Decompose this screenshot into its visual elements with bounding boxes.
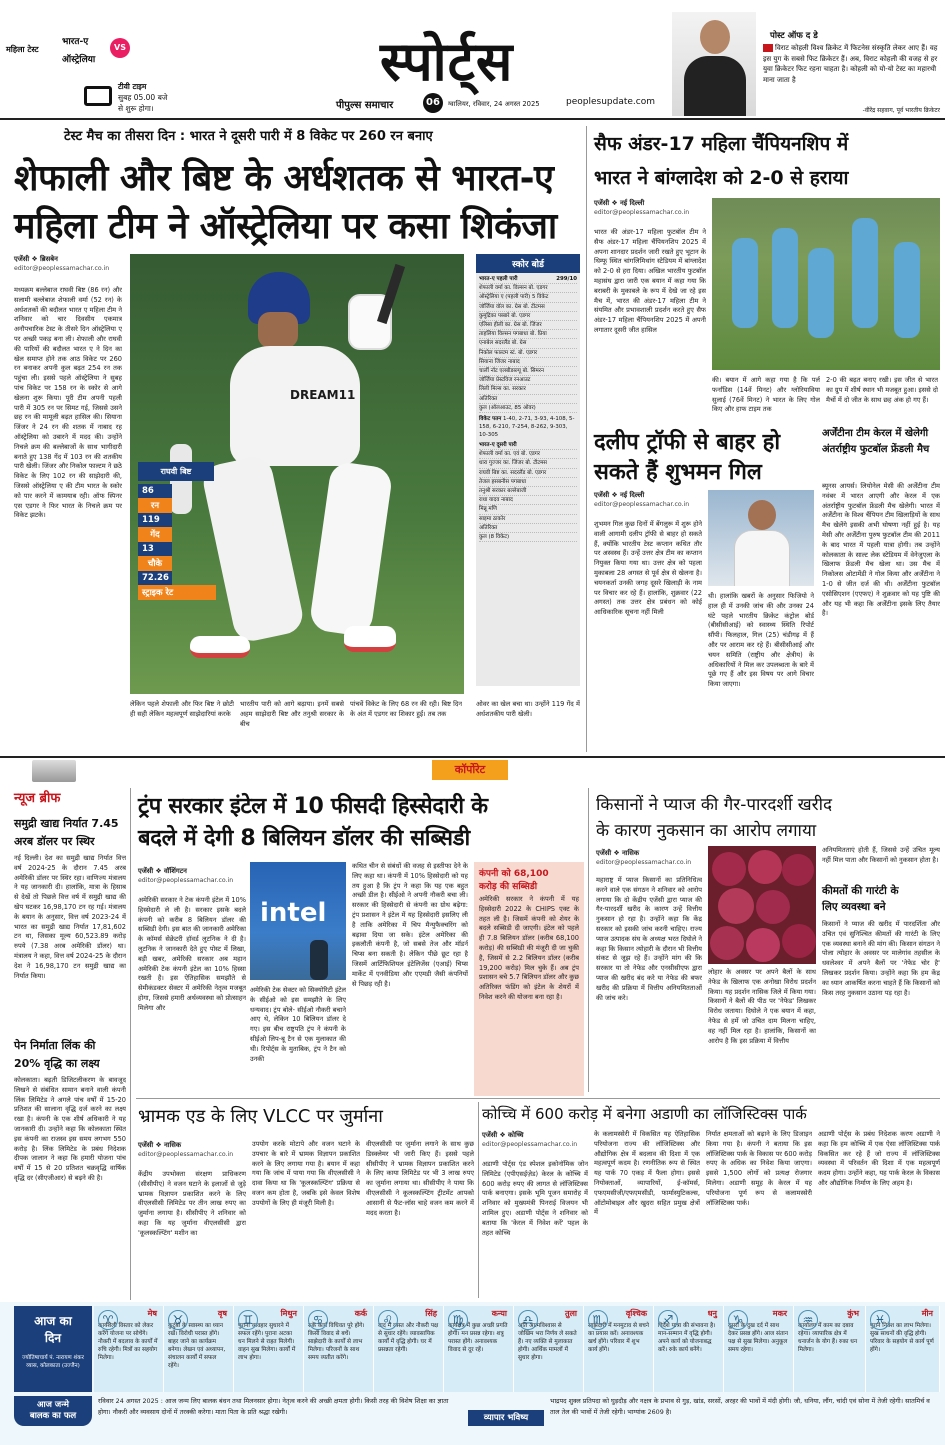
adani-col-4: अडाणी पोर्ट्स के प्रबंध निदेशक करण अडाणी ने कहा कि हम कोच्चि में एक ऐसा लॉजिस्टिक्स पार्क विकसित कर रहे हैं जो राज्य में लॉजिस्टिक्स व्यवस्था में परिवर्तन की दिशा में एक महत्वपूर्ण कदम होगा। उन्होंने कहा, यह पार्क केरल के विकास और औद्योगिक निर्माण के लिए अहम है। bbox=[818, 1130, 940, 1187]
duleep-headline-2: सकते हैं शुभमन गिल bbox=[594, 460, 762, 485]
zodiac-scorpio bbox=[584, 1306, 654, 1392]
tv-icon bbox=[84, 86, 112, 106]
saff-body-cont1: की। बयान में आगे कहा गया है कि पर्ल फर्नांडिस (14वें मिनट) और ग्लोरियाविया सुलाई (76वें मिनट) ने भारत के लिए गोल किए और हाफ टाइम तक bbox=[712, 376, 820, 414]
onion-7 bbox=[746, 928, 780, 962]
gemini-text: पुराना व्यवहार सुधारने में सफल रहेंगे। पुराना अटका धन मिलने से राहत मिलेगी। वाहन सुख मिलेगा। कार्यों में लाभ होगा। bbox=[238, 1323, 296, 1361]
scorpio-label: वृश्चिक bbox=[625, 1308, 647, 1318]
jersey-text: DREAM11 bbox=[290, 388, 356, 402]
onion-8 bbox=[782, 924, 816, 958]
masthead bbox=[0, 0, 945, 120]
zodiac-sagittarius bbox=[654, 1306, 724, 1392]
adani-byline bbox=[482, 1130, 577, 1150]
born-today-text: रविवार 24 अगस्त 2025 : आज जन्म लिए बालक बंधन तथा मिलनसार होगा। नेतृत्व करने की अच्छी क्षमता होगी। किसी तरह की विशेष शिक्षा का ज्ञाता होगा। नौकरी और व्यवसाय दोनों में तरक्की करेगा। माता पिता के प्रति श्रद्धा रखेगी। bbox=[98, 1397, 449, 1416]
saff-body: भारत की अंडर-17 महिला फुटबॉल टीम ने सैफ अंडर-17 महिला चैंपियनशिप 2025 में अपना शानदार प्रदर्शन जारी रखते हुए भूटान के थिम्फू स्थित चांगलिमिथांग स्टेडियम में बांग्लादेश को 2-0 से हरा दिया। अखिल भारतीय फुटबॉल महासंघ द्वारा जारी एक बयान में कहा गया कि बराबरी के मुकाबले के रूप में देखे जा रहे इस मैच में, भारत की अंडर-17 महिला टीम ने संयमित और प्रभावशाली प्रदर्शन करते हुए सैफ अंडर-17 महिला चैंपियनशिप 2025 में अपनी लगातार दूसरी जीत हासिल bbox=[594, 228, 706, 334]
tv-time-value: सुबह 05.00 बजे bbox=[118, 93, 168, 102]
lead-headline-2: महिला टीम ने ऑस्ट्रेलिया पर कसा शिकंजा bbox=[14, 206, 557, 247]
adani-agency: एजेंसी ❖ कोच्चि bbox=[482, 1131, 524, 1139]
onion-3 bbox=[782, 854, 814, 886]
stats-fours-label: चौके bbox=[138, 556, 172, 571]
lead-col-1: मध्यक्रम बल्लेबाज राघवी बिष्ट (86 रन) और सलामी बल्लेबाज शेफाली वर्मा (52 रन) के अर्धशतकों की बदौलत भारत ए महिला टीम ने शनिवार को चार दिवसीय एकमात्र अनौपचारिक टेस्ट के तीसरे दिन ऑस्ट्रेलिया ए पर अच्छी पकड़ बना ली। शेफाली और राघवी की पारियों की बदौलत भारत ए ने दिन का खेल समाप्त होने तक आठ विकेट पर 260 रन बनाकर अपनी कुल बढ़त 254 रन तक पहुंचा ली। इससे पहले ऑस्ट्रेलिया ने सुबह पांच विकेट पर 158 रन के स्कोर से आगे खेलना शुरू किया। पूरी टीम अपनी पहली पारी में 305 रन पर सिमट गई, जिससे उसने छह रन की मामूली बढ़त हासिल की। सियाना जिंजर ने 24 रन की शतक में नाबाद रह ऑस्ट्रेलिया को उबारने में मदद की। उन्होंने निचले क्रम की बल्लेबाजों के साथ भागीदारी बनाते हुए 138 गेंद में 103 रन की शतकीय पारी खेली। जिंजर और निकोल फाल्टम ने छठे विकेट के लिए 102 रन की साझेदारी की, जिससे ऑस्ट्रेलिया ए की टीम भारत के स्कोर को पार करने में कामयाब रही। ऑफ स्पिनर एस एडगर ने फिर भारत के निचले क्रम पर विकेट झटके। bbox=[14, 286, 122, 520]
lead-col-3: भारतीय पारी को आगे बढ़ाया। इनमें सबसे अहम साझेदारी बिष्ट और तनुश्री सरकार के बीच bbox=[240, 700, 344, 728]
zodiac-pisces bbox=[866, 1306, 940, 1392]
team-a: भारत-ए bbox=[62, 37, 89, 47]
intel-agency: एजेंसी ❖ वॉशिंगटन bbox=[138, 867, 187, 875]
stats-sr-value: 72.26 bbox=[138, 571, 172, 585]
argentina-headline: अर्जेंटीना टीम केरल में खेलेगी अंतर्राष्ट्रीय फुटबॉल फ्रेंडली मैच bbox=[822, 428, 930, 455]
zodiac-leo bbox=[374, 1306, 444, 1392]
dateline: ग्वालियर, रविवार, 24 अगस्त 2025 bbox=[448, 100, 540, 108]
innings2-header bbox=[479, 441, 577, 450]
onion-sub-body: किसानों ने प्याज की खरीद में पारदर्शिता और उचित एवं सुनिश्चित कीमतों की गारंटी के लिए एक व्यवस्था बनाने की मांग की। किसान संगठन ने पोला त्योहार के अवसर पर मालेगांव तहसील के धवलेश्वर में अपने बैलों पर 'नेफेड चोर है' लिखकर प्रदर्शन किया। उन्होंने कहा कि हम केंद्र का ध्यान आकर्षित करना चाहते हैं कि किसानों को किस तरह नुकसान उठाना पड़ रहा है। bbox=[822, 920, 940, 997]
intel-subsidy-box bbox=[474, 862, 584, 1096]
intel-headline-2: बदले में देगी 8 बिलियन डॉलर की सब्सिडी bbox=[138, 826, 470, 851]
sagittarius-icon: ♐ bbox=[658, 1310, 678, 1330]
vlcc-headline: भ्रामक एड के लिए VLCC पर जुर्माना bbox=[138, 1106, 383, 1127]
batter-shoe-right bbox=[344, 626, 396, 652]
onion-5 bbox=[756, 890, 790, 924]
zodiac-capricorn bbox=[724, 1306, 794, 1392]
score-row: चार्ली नॉट एलबीडब्ल्यू बो. सिमरन bbox=[479, 367, 577, 376]
duleep-body-cont: थी। हालांकि खबरों के अनुसार फिजियो ने हाल ही में उनकी जांच की और उनका 24 घंटे पहले भारतीय क्रिकेट कंट्रोल बोर्ड (बीसीसीआई) को स्वास्थ्य स्थिति रिपोर्ट सौंपी। फिलहाल, गिल (25) चंडीगढ़ में हैं और पर आराम कर रहे हैं। बीसीसीआई और चयन समिति (राष्ट्रीय और क्षेत्रीय) के अधिकारियों ने मिल कर उपलब्धता के बारे में पूछे गए हैं और इस विषय पर आगे विचार किया जाएगा। bbox=[708, 592, 814, 689]
zodiac-virgo bbox=[444, 1306, 514, 1392]
onion-photo bbox=[708, 846, 816, 964]
score-row: एनाबेल सदरलैंड बो. ग्रेस bbox=[479, 339, 577, 348]
intel-photo bbox=[250, 862, 346, 980]
tv-time-note: से शुरू होगा। bbox=[118, 104, 154, 113]
score-row: निकोल फाल्टम स्टं. बो. एडगर bbox=[479, 349, 577, 358]
score-row: साइमा ठाकोर bbox=[479, 515, 577, 524]
gill-photo bbox=[708, 490, 814, 586]
batter-pad bbox=[308, 461, 393, 638]
vlcc-col-3: वीएलसीसी पर जुर्माना लगाने के साथ कुछ डिस्क्लेमर भी जारी किए हैं। इससे पहले सीसीपीए ने भ्रामक विज्ञापन प्रकाशित करने के लिए काया लिमिटेड पर भी 3 लाख रुपए का जुर्माना लगाया था। सीसीपीए ने पाया कि वीएलसीसी ने कूलस्कल्प्टिंग ट्रीटमेंट आपको आसानी से फैट-लॉस चाहे वजन कम करने में मदद करता है। bbox=[366, 1140, 474, 1217]
leo-icon: ♌ bbox=[378, 1310, 398, 1330]
onion-byline bbox=[596, 848, 691, 868]
onion-headline-2: के कारण नुकसान का आरोप लगाया bbox=[596, 821, 817, 841]
onion-agency: एजेंसी ❖ नासिक bbox=[596, 849, 640, 857]
libra-label: तुला bbox=[564, 1308, 577, 1318]
onion-2 bbox=[748, 850, 782, 884]
stats-runs-value: 86 bbox=[138, 484, 172, 498]
onion-4 bbox=[718, 888, 754, 924]
aries-icon: ♈ bbox=[98, 1310, 118, 1330]
innings1-header bbox=[479, 275, 577, 284]
horoscope-title-1: आज का bbox=[34, 1314, 72, 1328]
taurus-icon: ♉ bbox=[168, 1310, 188, 1330]
onion-divider bbox=[588, 788, 589, 1092]
saff-body-cont2: 2-0 की बढ़त बनाए रखी। इस जीत से भारत का ग्रुप में शीर्ष स्थान भी मजबूत हुआ। इससे दो मैचों में दो जीत के साथ छह अंक हो गए हैं। bbox=[826, 376, 938, 404]
argentina-body: ब्यूनस आयर्स। लियोनेल मेसी की अर्जेंटीना टीम नवंबर में भारत आएगी और केरल में एक अंतर्राष्ट्रीय फुटबॉल फ्रेंडली मैच खेलेगी। भारत में अर्जेंटीना के विश्व चैंपियन टीम खिलाड़ियों के साथ मैच खेलेंगे इसकी अभी घोषणा नहीं हुई है। यह मेसी और अर्जेंटीना पुरुष फुटबॉल टीम की 2011 के बाद भारत में पहली यात्रा होगी। तब उन्होंने कोलकाता के साल्ट लेक स्टेडियम में वेनेजुएला के खिलाफ फ्रेंडली मैच खेला था। उस मैच में निकोलस ओटामेंडी ने गोल किया और अर्जेंटीना ने 1-0 से जीत दर्ज की थी। अर्जेंटीना फुटबॉल एसोसिएशन (एएफए) ने शुक्रवार को यह पुष्टि की और यह भी कहा कि अर्जेंटीना इसके लिए तैयार है। bbox=[822, 482, 940, 618]
pisces-icon: ♓ bbox=[870, 1310, 890, 1330]
footballer-1 bbox=[732, 238, 758, 328]
aquarius-label: कुंभ bbox=[847, 1308, 859, 1318]
saff-photo bbox=[712, 198, 940, 370]
pisces-text: पुराने निवेश का लाभ मिलेगा। सुख साधनों की वृद्धि होगी। परिवार के सहयोग से कार्य पूर्ण होंगे। bbox=[870, 1323, 934, 1353]
zodiac-aries bbox=[94, 1306, 164, 1392]
intel-logo: intel bbox=[260, 898, 327, 928]
intel-bg-person bbox=[310, 940, 328, 980]
onion-headline-1: किसानों ने प्याज की गैर-पारदर्शी खरीद bbox=[596, 795, 833, 815]
intel-col-1: अमेरिकी सरकार ने टेक कंपनी इंटेल में 10% हिस्सेदारी ले ली है। सरकार इसके बदले कंपनी को करीब 8 बिलियन डॉलर की सब्सिडी देगी। इस बात की जानकारी अमेरिका के कॉमर्स सेक्रेटरी हॉवर्ड लुटनिक ने दी है। लुटनिक ने जानकारी देते हुए पोस्ट में लिखा, बड़ी खबर, अमेरिकी सरकार अब महान अमेरिकी टेक कंपनी इंटेल का 10% हिस्सा रखती है। इस ऐतिहासिक समझौते से सेमीकंडक्टर सेक्टर में अमेरिकी नेतृत्व मजबूत होगा, जिससे हमारी अर्थव्यवस्था को प्रोत्साहन मिलेगा और bbox=[138, 896, 246, 1012]
score-row: ताहलिया विल्सन पगबाधा बो. प्रिया bbox=[479, 330, 577, 339]
duleep-body: शुभमन गिल कुछ दिनों में बेंगलुरू में शुरू होने वाली आगामी दलीप ट्रॉफी से बाहर हो सकते हैं, क्योंकि भारतीय टेस्ट कप्तान कथित तौर पर अस्वस्थ हैं। उन्हें उत्तर क्षेत्र टीम का कप्तान नियुक्त किया गया था। उत्तर क्षेत्र को पहला मुकाबला 28 अगस्त से पूर्व क्षेत्र से खेलना है। चयनकर्ता उनकी जगह दूसरे खिलाड़ी के नाम पर विचार कर रहे हैं। हालांकि, शुक्रवार (22 अगस्त) तक उत्तर क्षेत्र प्रबंधन को कोई आधिकारिक सूचना नहीं मिली bbox=[594, 520, 702, 617]
lead-col-2: लेकिन पहले शेफाली और फिर बिष्ट ने छोटी ही सही लेकिन महत्वपूर्ण साझेदारियां करके bbox=[130, 700, 234, 718]
player-stats-panel bbox=[138, 462, 218, 614]
pisces-label: मीन bbox=[921, 1308, 933, 1318]
scorpio-text: साझेदारी में मनमुटाव से बचने का प्रयास करें। अनावश्यक खर्च होंगे। परिवार में शुभ कार्य होंगे। bbox=[588, 1323, 650, 1353]
business-forecast-label: व्यापार भविष्य bbox=[468, 1410, 544, 1426]
innings2-title: भारत-ए दूसरी पारी bbox=[479, 442, 517, 449]
innings1-title: भारत-ए पहली पारी bbox=[479, 276, 518, 282]
score-row: सियाना जिंजर नाबाद bbox=[479, 358, 577, 367]
columnist-photo bbox=[672, 12, 756, 116]
zodiac-cancer bbox=[304, 1306, 374, 1392]
gill-head bbox=[748, 500, 776, 530]
stats-player-name: राघवी बिष्ट bbox=[138, 462, 214, 481]
batter-shoe-left bbox=[190, 636, 250, 658]
duleep-headline-1: दलीप ट्रॉफी से बाहर हो bbox=[594, 430, 781, 455]
score-row: एलिसा हीली का. ग्रेस बो. जिंजर bbox=[479, 321, 577, 330]
score-row: धारा गुज्जर का. जिंजर बो. टीटमस bbox=[479, 459, 577, 468]
onion-email[interactable]: editor@peoplessamachar.co.in bbox=[596, 859, 692, 866]
aquarius-text: कार्यालय में काम का दबाव रहेगा। व्यापारिक क्षेत्र में धनार्जन के योग हैं। रुका धन मिलेगा। bbox=[798, 1323, 858, 1353]
libra-text: अति आत्मविश्वास से जोखिम भरा निर्णय ले सकते हैं। नए व्यक्ति से मुलाकात होगी। आर्थिक मामलों में सुधार होगा। bbox=[518, 1323, 577, 1361]
score-row: कुल (ऑलआउट, 85 ओवर) bbox=[479, 404, 577, 413]
onion-1 bbox=[712, 852, 746, 886]
subsidy-body: अमेरिकी सरकार ने कंपनी में यह हिस्सेदारी 2022 के CHIPS एक्ट के तहत ली है। जिसमें कंपनी को शेयर के बदले सब्सिडी दी जाएगी। इंटेल को पहले ही 7.8 बिलियन डॉलर (करीब 68,100 करोड़) की सब्सिडी की मंजूरी दी जा चुकी है, जिसमें से 2.2 बिलियन डॉलर (करीब 19,200 करोड़) मिल चुके हैं। अब ट्रंप प्रशासन बचे 5.7 बिलियन डॉलर और कुछ अतिरिक्त फंडिंग को इंटेल के शेयरों में निवेश करने की योजना बना रहा है। bbox=[479, 895, 579, 1001]
gill-body bbox=[734, 530, 790, 586]
capricorn-icon: ♑ bbox=[728, 1310, 748, 1330]
lead-kicker: टेस्ट मैच का तीसरा दिन : भारत ने दूसरी पारी में 8 विकेट पर 260 रन बनाए bbox=[64, 129, 433, 144]
sagittarius-text: विदेश यात्रा की संभावना है। मान-सम्मान में वृद्धि होगी। अपने कार्य को योजनाबद्ध करें। रुके कार्य बनेंगे। bbox=[658, 1323, 716, 1353]
virgo-label: कन्या bbox=[491, 1308, 507, 1318]
adani-col-2: के कलामस्सेरी में विकसित यह ऐतिहासिक परियोजना राज्य की लॉजिस्टिक्स और औद्योगिक क्षेत्र में बदलाव की दिशा में एक महत्वपूर्ण कदम है। रणनीतिक रूप से स्थित यह पार्क 70 एकड़ में फैला होगा। इससे नियोक्ताओं, व्यापारियों, ई-कॉमर्स, एफएमसीजी/एफएमसीडी, फार्मास्युटिकल्स, ऑटोमोबाइल और खुदरा सहित प्रमुख क्षेत्रों में bbox=[594, 1130, 700, 1217]
cancer-label: कर्क bbox=[354, 1308, 367, 1318]
batter-torso bbox=[230, 346, 360, 466]
scoreboard bbox=[476, 254, 580, 686]
vlcc-agency: एजेंसी ❖ नासिक bbox=[138, 1141, 182, 1149]
brief2-headline-1: पेन निर्माता लिंक की bbox=[14, 1039, 96, 1052]
quote-text: विराट कोहली विश्व क्रिकेट में फिटनेस संस्कृति लेकर आए हैं। वह इस युग के सबसे फिट क्रिकेटर हैं। अब, विराट कोहली की वजह से हर युवा क्रिकेटर फिट रहना चाहता है। कोहली को यो-यो टेस्ट का महारथी माना जाता है bbox=[763, 44, 938, 84]
saff-agency: एजेंसी ❖ नई दिल्ली bbox=[594, 199, 645, 207]
adani-col-3: निर्यात क्षमताओं को बढ़ाने के लिए डिजाइन किया गया है। कंपनी ने बताया कि इस लॉजिस्टिक्स पार्क के विकास पर 600 करोड़ रुपए के अधिक का निवेश किया जाएगा। इससे 1,500 लोगों को प्रत्यक्ष रोजगार मिलेगा। अडाणी समूह के केरल में यह परियोजना पूर्ण रूप से कलामस्सेरी लॉजिस्टिक्स पार्क। bbox=[706, 1130, 812, 1207]
intel-headline-1: ट्रंप सरकार इंटेल में 10 फीसदी हिस्सेदारी के bbox=[138, 794, 488, 819]
footballer-3 bbox=[808, 248, 834, 338]
market-icon bbox=[32, 760, 76, 782]
zodiac-libra bbox=[514, 1306, 584, 1392]
score-row: अतिरिक्त bbox=[479, 524, 577, 533]
duleep-agency: एजेंसी ❖ नई दिल्ली bbox=[594, 491, 645, 499]
team-b: ऑस्ट्रेलिया bbox=[62, 55, 96, 65]
subsidy-title-2: करोड़ की सब्सिडी bbox=[479, 882, 538, 892]
scoreboard-title: स्कोर बोर्ड bbox=[476, 254, 580, 273]
stats-balls-label: गेंद bbox=[138, 527, 172, 542]
intel-col-3: कथित चीन से संबंधों की वजह से इस्तीफा देने के लिए कहा था। कंपनी में 10% हिस्सेदारी को यह तय हुआ है कि ट्रंप ने कहा कि यह एक बहुत अच्छी डील है। सीईओ ने अपनी नौकरी बचा ली। सरकार की हिस्सेदारी से कंपनी का ग्रोथ बढ़ेगा: ट्रंप प्रशासन ने इंटेल में यह हिस्सेदारी इसलिए ली है ताकि अमेरिका में चिप मैन्युफैक्चरिंग को बढ़ावा दिया जा सके। इंटेल अमेरिका की इकलौती कंपनी है, जो सबसे तेज और मॉडर्न चिप्स बना सकती है। लेकिन पीछे छूट रहा है जिसमें आर्टिफिशियल इंटेलिजेंस (एआई) चिप्स मार्केट में एनवीडिया और एएमडी जैसी कंपनियों से पिछड़ रही है। bbox=[352, 862, 468, 988]
score-row: जॉर्जिया वॉल का. ग्रेस बो. टीटमस bbox=[479, 303, 577, 312]
taurus-text: कुटुंबों के स्वास्थ्य का ध्यान रखें। विरोधी परास्त होंगे। बाहर जाने का कार्यक्रम बनेगा। लेखन एवं अध्यापन, संचालन कार्यों में सफल रहेंगे। bbox=[168, 1323, 226, 1369]
post-of-day-title: पोस्ट ऑफ द डे bbox=[770, 31, 818, 41]
duleep-byline bbox=[594, 490, 689, 510]
vlcc-col-1: केंद्रीय उपभोक्ता संरक्षण प्राधिकरण (सीसीपीए) ने वजन घटाने के इलाजों से जुड़े भ्रामक विज्ञापन प्रकाशित करने के लिए वीएलसीसी लिमिटेड पर तीन लाख रुपए का जुर्माना लगाया है। सीसीपीए ने शनिवार को कहा कि यह जुर्माना वीएलसीसी द्वारा 'कूलस्कल्प्टिंग' मशीन का bbox=[138, 1170, 246, 1237]
paper-name: पीपुल्स समाचार bbox=[336, 100, 394, 111]
saff-headline-1: सैफ अंडर-17 महिला चैंपियनशिप में bbox=[594, 133, 849, 155]
score-row: कुमुद्रिका पब्बारे बो. एडगर bbox=[479, 312, 577, 321]
tv-time-title: टीवी टाइम bbox=[118, 82, 147, 91]
onion-6 bbox=[710, 926, 744, 960]
leo-text: वाद में व्यस्त और नौकरी पक्ष से सुधार रहेंगे। व्यावसायिक कार्यों में वृद्धि होगी। घर में प्रसन्नता रहेगी। bbox=[378, 1323, 439, 1353]
subsidy-title-1: कंपनी को 68,100 bbox=[479, 869, 549, 879]
intel-email[interactable]: editor@peoplessamachar.co.in bbox=[138, 877, 234, 884]
section-title: स्पोर्ट्स bbox=[380, 30, 514, 93]
lead-col-5: ओवर का खेल बचा था। उन्होंने 119 गेंद में अर्धशतकीय पारी खेली। bbox=[476, 700, 580, 718]
score-row: शेफाली वर्मा का. विल्सन बो. एडगर bbox=[479, 284, 577, 293]
masthead-rule bbox=[0, 118, 945, 120]
zodiac-taurus bbox=[164, 1306, 234, 1392]
horoscope-title-2: दिन bbox=[44, 1331, 62, 1345]
zodiac-aquarius bbox=[794, 1306, 866, 1392]
match-label: महिला टेस्ट bbox=[6, 45, 39, 54]
vlcc-email[interactable]: editor@peoplessamachar.co.in bbox=[138, 1151, 234, 1158]
section-rule bbox=[0, 756, 945, 758]
score-row: मिन्नू मणि bbox=[479, 505, 577, 514]
adani-col-1: अडाणी पोर्ट्स एंड स्पेशल इकोनॉमिक जोन लिमिटेड (एपीएसईज़ेड) केरल के कोच्चि में 600 करोड़ रुपए की लागत से लॉजिस्टिक्स पार्क बनाएगा। इसके भूमि पूजन समारोह में शनिवार को मुख्यमंत्री पिनराई विजयन भी शामिल हुए। अडाणी पोर्ट्स ने शनिवार को बताया कि 'केरल में निवेश करें' पहल के तहत कोच्चि bbox=[482, 1160, 588, 1237]
stats-balls-value: 119 bbox=[138, 513, 172, 527]
born-today-1: आज जन्मे bbox=[36, 1400, 70, 1410]
score-row: तनुश्री सरकार बल्लेबाजी bbox=[479, 487, 577, 496]
quote-author: -वीरेंद्र सहवाग, पूर्व भारतीय क्रिकेटर bbox=[862, 107, 940, 114]
score-row: तेजल हसबनीस पगबाधा bbox=[479, 478, 577, 487]
fall-text: 1-40, 2-71, 3-93, 4-108, 5-158, 6-210, 7-254, 8-262, 9-303, 10-305 bbox=[479, 416, 575, 439]
zodiac-gemini bbox=[234, 1306, 304, 1392]
onion-sub-headline-2: लिए व्यवस्था बने bbox=[822, 901, 886, 913]
horoscope-title-box bbox=[14, 1306, 92, 1392]
column-divider bbox=[586, 126, 587, 752]
onion-col-3: अनियमितताएं होती हैं, जिससे उन्हें उचित मूल्य नहीं मिल पाता और किसानों को नुकसान होता है। bbox=[822, 846, 940, 864]
aries-text: कार्यशैली विस्तार को लेकर करेंगे योजना पर सोचेंगे। नौकरी में बदलाव के कार्यों में रुचि रहेगी। मित्रों का सहयोग मिलेगा। bbox=[98, 1323, 158, 1361]
saff-email[interactable]: editor@peoplessamachar.co.in bbox=[594, 209, 690, 216]
footballer-2 bbox=[772, 228, 798, 328]
duleep-email[interactable]: editor@peoplessamachar.co.in bbox=[594, 501, 690, 508]
capricorn-label: मकर bbox=[772, 1308, 787, 1318]
brief2-body: कोलकाता। बढ़ती डिजिटलीकरण के बावजूद लिखने से संबंधित सामान बनाने वाली कंपनी लिंक लिमिटेड ने अगले पांच वर्षों में 15-20 प्रतिशत की सालाना वृद्धि दर्ज करने का लक्ष्य रखा है। कंपनी के एक शीर्ष अधिकारी ने यह जानकारी दी। उन्होंने कहा कि कोलकाता स्थित इस कंपनी का राजस्व इस समय लगभग 550 करोड़ है। लिंक लिमिटेड के प्रबंध निदेशक दीपक जालान ने कहा कि हमारी योजना पांच वर्षों में 15 से 20 प्रतिशत चक्रवृद्धि वार्षिक वृद्धि दर (सीएजीआर) से बढ़ने की है। bbox=[14, 1076, 126, 1182]
news-brief-label: न्यूज ब्रीफ bbox=[14, 791, 61, 806]
business-forecast-text: भाद्रपद शुक्ल प्रतिपदा को घुड़दौड़ और नक्षत्र के प्रभाव से गुड़, खांड, सरसों, अरहर की भावों में मंदी होगी। जौ, धनिया, लौंग, चांदी एवं सोना में तेजी रहेगी। सातमिर्च व ताल तेल की भावों में तेजी रहेगी। भाग्यांक 2609 है। bbox=[550, 1397, 930, 1416]
lead-agency: एजेंसी ❖ ब्रिसबेन bbox=[14, 255, 58, 263]
gemini-label: मिथुन bbox=[280, 1308, 297, 1318]
saff-headline-2: भारत ने बांग्लादेश को 2-0 से हराया bbox=[594, 167, 849, 189]
page-number: 06 bbox=[423, 93, 443, 113]
virgo-text: कार्यक्षेत्र में कुछ अच्छी प्रगति होगी। मन प्रसन्न रहेगा। शत्रु परास्त होंगे। अनावश्यक विवाद से दूर रहें। bbox=[448, 1323, 508, 1353]
adani-headline: कोच्चि में 600 करोड़ में बनेगा अडाणी का लॉजिस्टिक्स पार्क bbox=[482, 1105, 807, 1123]
score-row: शेफाली वर्मा का. एवं बो. एडगर bbox=[479, 450, 577, 459]
astrologer: ज्योतिषाचार्य पं. नारायण शंकर व्यास, कोलकाता (उज्जैन) bbox=[22, 1355, 84, 1369]
score-row: अतिरिक्त bbox=[479, 395, 577, 404]
vlcc-byline bbox=[138, 1140, 233, 1160]
onion-col-2: लोहार के अवसर पर अपने बैलों के साथ नेफेड के खिलाफ एक अनोखा विरोध प्रदर्शन किया। यह प्रदर्शन नासिक जिले में किया गया। किसानों ने बैलों की पीठ पर 'नेफेड' लिखकर विरोध जताया। दिघोले ने एक बयान में कहा, नेफेड से हमें जो उचित दाम मिलना चाहिए, वह नहीं मिल रहा है। हालांकि, किसानों का आरोप है कि इस प्रक्रिया में वित्तीय bbox=[708, 968, 816, 1045]
columnist-head bbox=[700, 20, 730, 54]
columnist-body bbox=[684, 56, 746, 116]
adani-email[interactable]: editor@peoplessamachar.co.in bbox=[482, 1141, 578, 1148]
cancer-text: रुके कार्य विधिवत पूरे होंगे। किसी विवाद से बचें। साझेदारी के कार्यों से लाभ मिलेगा। परिजनों के साथ समय व्यतीत करेंगे। bbox=[308, 1323, 365, 1361]
onion-col-1: महाराष्ट्र में प्याज किसानों का प्रतिनिधित्व करने वाले एक संगठन ने शनिवार को आरोप लगाया कि दो केंद्रीय एजेंसी द्वारा प्याज की गैर-पारदर्शी खरीद के कारण उन्हें वित्तीय नुकसान हो रहा है। उन्होंने कहा कि केंद्र सरकार को इसकी जांच करनी चाहिए। राज्य प्याज उत्पादक संघ के अध्यक्ष भरत दिघोले ने कहा कि किसान त्योहारी के दौरान भी वित्तीय संकट से जूझ रहे हैं। उन्होंने मांग की कि सरकार या तो नेफेड और एनसीसीएफ द्वारा प्याज की खरीद बंद करे या नेफेड की बफर खरीद की प्रक्रिया में वित्तीय अनियमितताओं की जांच करे। bbox=[596, 876, 702, 1002]
onion-sub-headline-1: कीमतों की गारंटी के bbox=[822, 885, 899, 897]
score-row: लिली मिल्स का. सरकार bbox=[479, 385, 577, 394]
aries-label: मेष bbox=[147, 1308, 157, 1318]
score-row: जॉर्जिया प्रेस्टविज रनआउट bbox=[479, 376, 577, 385]
score-row: राघवी बिष्ट का. सदरलैंड बो. एडगर bbox=[479, 469, 577, 478]
taurus-label: वृष bbox=[217, 1308, 227, 1318]
cancer-icon: ♋ bbox=[308, 1310, 328, 1330]
stats-sr-label: स्ट्राइक रेट bbox=[138, 585, 216, 600]
footballer-4 bbox=[852, 218, 878, 328]
leo-label: सिंह bbox=[425, 1308, 437, 1318]
vlcc-top-rule bbox=[136, 1098, 940, 1099]
brief-divider bbox=[130, 788, 131, 1300]
lead-email[interactable]: editor@peoplessamachar.co.in bbox=[14, 265, 110, 272]
libra-icon: ♎ bbox=[518, 1310, 538, 1330]
vlcc-col-2: उपयोग करके मोटापे और वजन घटाने के उपचार के बारे में भ्रामक विज्ञापन प्रकाशित करने के लिए लगाया गया है। बयान में कहा गया कि जांच में पाया गया कि वीएलसीसी ने दावा किया था कि 'कूलस्कल्प्टिंग' प्रक्रिया से वजन कम होता है, जबकि इसे केवल विशेष उपयोगों के लिए ही मंजूरी मिली है। bbox=[252, 1140, 360, 1207]
score-row: ऑस्ट्रेलिया ए (पहली पारी) 5 विकेट bbox=[479, 293, 577, 302]
stats-fours-value: 13 bbox=[138, 542, 172, 556]
brief2-headline-2: 20% वृद्धि का लक्ष्य bbox=[14, 1057, 100, 1070]
stats-runs-label: रन bbox=[138, 498, 172, 513]
aquarius-icon: ♒ bbox=[798, 1310, 818, 1330]
lead-headline-1: शेफाली और बिष्ट के अर्धशतक से भारत-ए bbox=[14, 158, 554, 199]
capricorn-text: दूसरों के दुख दर्द में साथ देकर प्रसन्न होंगे। आज संतान पक्ष से सुख मिलेगा। अनुकूल समय रहेगा। bbox=[728, 1323, 789, 1353]
corporate-banner: कॉर्पोरेट bbox=[432, 760, 508, 780]
gemini-icon: ♊ bbox=[238, 1310, 258, 1330]
born-today-label bbox=[14, 1396, 92, 1426]
brief1-headline-1: समुद्री खाद्य निर्यात 7.45 bbox=[14, 817, 119, 830]
lead-byline bbox=[14, 254, 109, 274]
saff-byline bbox=[594, 198, 689, 218]
brief1-body: नई दिल्ली। देश का समुद्री खाद्य निर्यात वित्त वर्ष 2024-25 के दौरान 7.45 अरब अमेरिकी डॉलर पर स्थिर रहा। वाणिज्य मंत्रालय ने यह जानकारी दी। हालांकि, मात्रा के हिसाब से देखें तो पिछले वित्त वर्ष में समुद्री खाद्य की खेप घटकर 16,98,170 टन रह गई। मंत्रालय के बयान के अनुसार, वित्त वर्ष 2023-24 में भारत का समुद्री खाद्य निर्यात 17,81,602 टन था, जिसका मूल्य 60,523.89 करोड़ रुपये (7.38 अरब अमेरिकी डॉलर) था। मंत्रालय ने कहा, वित्त वर्ष 2024-25 के दौरान देश ने 16,98,170 टन समुद्री खाद्य का निर्यात किया। bbox=[14, 854, 126, 980]
website[interactable]: peoplesupdate.com bbox=[566, 97, 655, 107]
score-row: कुल (8 विकेट) bbox=[479, 533, 577, 542]
innings1-total: 299/10 bbox=[556, 276, 577, 282]
batter-face bbox=[258, 312, 298, 348]
born-today-2: बालक का फल bbox=[29, 1411, 77, 1421]
sagittarius-label: धनु bbox=[707, 1308, 717, 1318]
virgo-icon: ♍ bbox=[448, 1310, 468, 1330]
score-row: राधा यादव नाबाद bbox=[479, 496, 577, 505]
brief1-headline-2: अरब डॉलर पर स्थिर bbox=[14, 835, 95, 848]
scorpio-icon: ♏ bbox=[588, 1310, 608, 1330]
intel-byline bbox=[138, 866, 233, 886]
fall-label: विकेट पतन bbox=[479, 416, 502, 423]
intel-col-2: अमेरिकी टेक सेक्टर को सिक्योरिटी इंटेल के सीईओ को इस समझौते के लिए धन्यवाद। ट्रंप बोले- सीईओ नौकरी बचाने आए थे, लेकिन 10 बिलियन डॉलर दे गए। इस बीच राष्ट्रपति ट्रंप ने कंपनी के सीईओ लिप-बू टैन से एक मुलाकात की थी। रिपोर्ट्स के मुताबिक, ट्रंप ने टैन को उनकी bbox=[250, 986, 346, 1063]
lead-col-4: पांचवें विकेट के लिए 68 रन की रही। बिष्ट दिन के अंत में एडगर का शिकार हुईं। तब तक bbox=[350, 700, 462, 718]
vlcc-adani-divider bbox=[478, 1102, 479, 1298]
footballer-5 bbox=[894, 242, 920, 338]
vs-badge: VS bbox=[110, 38, 130, 58]
